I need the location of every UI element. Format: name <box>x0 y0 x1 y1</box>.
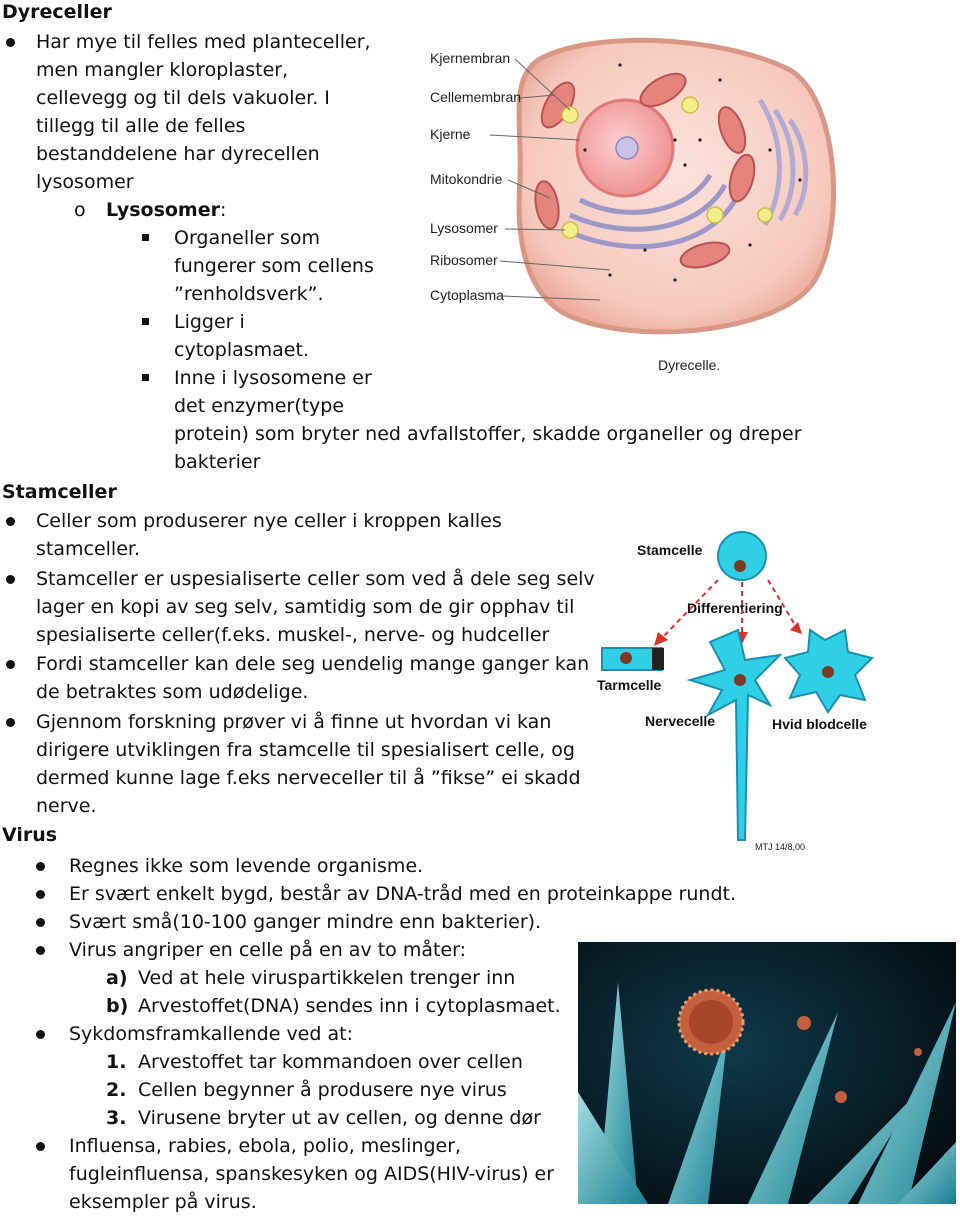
text-line: dermed kunne lage f.eks nerveceller til å ”fikse” ei skadd <box>36 767 581 789</box>
list-marker: b) <box>106 995 129 1017</box>
text-line: Influensa, rabies, ebola, polio, meslinger, <box>69 1135 462 1157</box>
text-line: Virusene bryter ut av cellen, og denne dør <box>138 1107 541 1129</box>
text-line: cytoplasmaet. <box>174 339 309 361</box>
bullet-dot <box>6 517 15 526</box>
sub-marker: o <box>74 199 86 221</box>
list-marker: 2. <box>106 1079 127 1101</box>
bullet-dot <box>36 946 45 955</box>
bullet-dot <box>36 1030 45 1039</box>
bullet-dot <box>36 1142 45 1151</box>
bullet-dot <box>36 890 45 899</box>
text-line: Ligger i <box>174 311 245 333</box>
text-line: ”renholdsverk”. <box>174 283 324 305</box>
nucleolus <box>616 137 638 159</box>
text-line: Svært små(10-100 ganger mindre enn bakterier). <box>69 911 542 933</box>
cell-label: Mitokondrie <box>430 171 503 187</box>
list-marker: a) <box>106 967 128 989</box>
sub-colon: : <box>219 199 227 221</box>
list-marker: 1. <box>106 1051 127 1073</box>
bullet-dot <box>6 38 15 47</box>
nerve-cell <box>690 630 780 840</box>
animal-cell-diagram <box>420 30 840 385</box>
square-bullet <box>142 374 149 381</box>
text-line: Fordi stamceller kan dele seg uendelig mange ganger kan <box>36 653 590 675</box>
heading-virus: Virus <box>2 824 58 846</box>
text-line: Inne i lysosomene er <box>174 367 372 389</box>
text-line: Cellen begynner å produsere nye virus <box>138 1079 507 1101</box>
cell-label: Ribosomer <box>430 252 498 268</box>
text-line: nerve. <box>36 795 97 817</box>
text-line: cellevegg og til dels vakuoler. I <box>36 87 330 109</box>
square-bullet <box>142 318 149 325</box>
text-line: Er svært enkelt bygd, består av DNA-tråd med en proteinkappe rundt. <box>69 883 736 905</box>
text-line: fungerer som cellens <box>174 255 374 277</box>
bullet-dot <box>6 660 15 669</box>
list-marker: 3. <box>106 1107 127 1129</box>
square-bullet <box>142 234 149 241</box>
text-line: Arvestoffet(DNA) sendes inn i cytoplasmaet. <box>138 995 561 1017</box>
label-differentiering: Differentiering <box>687 600 783 616</box>
cell-caption: Dyrecelle. <box>658 357 721 373</box>
diagram-credit: MTJ 14/8,00 <box>755 842 806 852</box>
label-hvid-blodcelle: Hvid blodcelle <box>772 716 867 732</box>
text-line: bestanddelene har dyrecellen <box>36 143 320 165</box>
cell-label: Lysosomer <box>430 220 498 236</box>
text-line: Celler som produserer nye celler i kroppen kalles <box>36 510 502 532</box>
sub-heading <box>106 196 226 224</box>
stem-cell <box>718 532 766 580</box>
text-line: det enzymer(type <box>174 395 345 417</box>
text-line: dirigere utviklingen fra stamcelle til spesialisert celle, og <box>36 739 575 761</box>
text-line: lager en kopi av seg selv, samtidig som de gir opphav til <box>36 596 575 618</box>
cell-label: Cellemembran <box>430 89 522 105</box>
text-line: Regnes ikke som levende organisme. <box>69 855 424 877</box>
text-line: Gjennom forskning prøver vi å finne ut hvordan vi kan <box>36 711 552 733</box>
text-line: bakterier <box>174 451 261 473</box>
text-line: spesialiserte celler(f.eks. muskel-, nerve- og hudceller <box>36 624 550 646</box>
bullet-dot <box>36 918 45 927</box>
text-line: fugleinfluensa, spanskesyken og AIDS(HIV-virus) er <box>69 1163 555 1185</box>
text-line: Har mye til felles med planteceller, <box>36 31 371 53</box>
text-line: Virus angriper en celle på en av to måter: <box>69 939 467 961</box>
text-line: Sykdomsframkallende ved at: <box>69 1023 353 1045</box>
heading-stamceller: Stamceller <box>2 481 117 503</box>
virus-particle <box>679 990 743 1054</box>
text-line: stamceller. <box>36 538 140 560</box>
stem-cell-diagram <box>590 530 900 860</box>
text-line: lysosomer <box>36 171 134 193</box>
text-line: eksempler på virus. <box>69 1191 257 1213</box>
text-line: Ved at hele viruspartikkelen trenger inn <box>138 967 516 989</box>
bullet-dot <box>6 718 15 727</box>
heading-dyreceller: Dyreceller <box>2 1 112 23</box>
virus-image <box>578 942 956 1204</box>
label-stamcelle: Stamcelle <box>637 542 703 558</box>
text-line: de betraktes som udødelige. <box>36 681 309 703</box>
text-line: men mangler kloroplaster, <box>36 59 289 81</box>
text-line: Arvestoffet tar kommandoen over cellen <box>138 1051 523 1073</box>
text-line: Organeller som <box>174 227 320 249</box>
text-line: Stamceller er uspesialiserte celler som ved å dele seg selv <box>36 568 595 590</box>
cell-label: Cytoplasma <box>430 287 504 303</box>
cell-label: Kjernembran <box>430 50 511 66</box>
bullet-dot <box>6 575 15 584</box>
sub-label: Lysosomer <box>106 199 220 221</box>
label-tarmcelle: Tarmcelle <box>597 677 662 693</box>
text-line: tillegg til alle de felles <box>36 115 246 137</box>
label-nervecelle: Nervecelle <box>645 713 716 729</box>
text-line: protein) som bryter ned avfallstoffer, skadde organeller og dreper <box>174 423 802 445</box>
cell-label: Kjerne <box>430 126 471 142</box>
bullet-dot <box>36 862 45 871</box>
